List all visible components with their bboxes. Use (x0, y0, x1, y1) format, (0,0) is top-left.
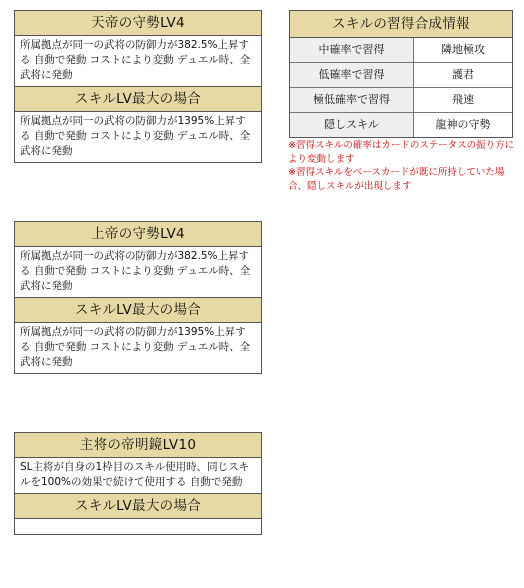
table-row (290, 38, 512, 63)
table-row (290, 88, 512, 113)
row-label: 極低確率で習得 (290, 88, 414, 112)
table-title: スキルの習得合成情報 (290, 11, 512, 38)
row-value: 飛速 (414, 88, 512, 112)
table-row (290, 113, 512, 137)
row-label: 低確率で習得 (290, 63, 414, 87)
row-value: 隣地極攻 (414, 38, 512, 62)
skill-description: SL主将が自身の1枠目のスキル使用時、同じスキルを100%の効果で続けて使用する 自動で発動 (15, 458, 261, 494)
table-row (290, 63, 512, 88)
skill-max-title: スキルLV最大の場合 (15, 298, 261, 323)
notes (288, 139, 516, 193)
note-hidden-skill: ※習得スキルをベースカードが既に所持していた場合、隠しスキルが出現します (288, 167, 505, 192)
skill-max-description: 所属拠点が同一の武将の防御力が1395%上昇する 自動で発動 コストにより変動 デュエル時、全武将に発動 (20, 326, 251, 368)
note-probability: ※習得スキルの確率はカードのステータスの振り方により変動します (288, 140, 515, 165)
skill-max-description: 所属拠点が同一の武将の防御力が1395%上昇する 自動で発動 コストにより変動 デュエル時、全武将に発動 (20, 115, 251, 157)
skill-box-3 (14, 432, 262, 535)
skill-box-1 (14, 10, 262, 163)
skill-max-description (15, 519, 261, 534)
skill-acquisition-table (289, 10, 513, 138)
row-label: 中確率で習得 (290, 38, 414, 62)
row-label: 隠しスキル (290, 113, 414, 137)
skill-max-title: スキルLV最大の場合 (15, 494, 261, 519)
skill-title: 天帝の守勢LV4 (15, 11, 261, 36)
skill-description: 所属拠点が同一の武将の防御力が382.5%上昇する 自動で発動 コストにより変動 デュエル時、全武将に発動 (15, 36, 261, 87)
skill-box-2 (14, 221, 262, 374)
skill-title: 上帝の守勢LV4 (15, 222, 261, 247)
skill-title: 主将の帝明鏡LV10 (15, 433, 261, 458)
row-value: 龍神の守勢 (414, 113, 512, 137)
row-value: 護君 (414, 63, 512, 87)
skill-max-title: スキルLV最大の場合 (15, 87, 261, 112)
skill-description: 所属拠点が同一の武将の防御力が382.5%上昇する 自動で発動 コストにより変動 デュエル時、全武将に発動 (15, 247, 261, 298)
